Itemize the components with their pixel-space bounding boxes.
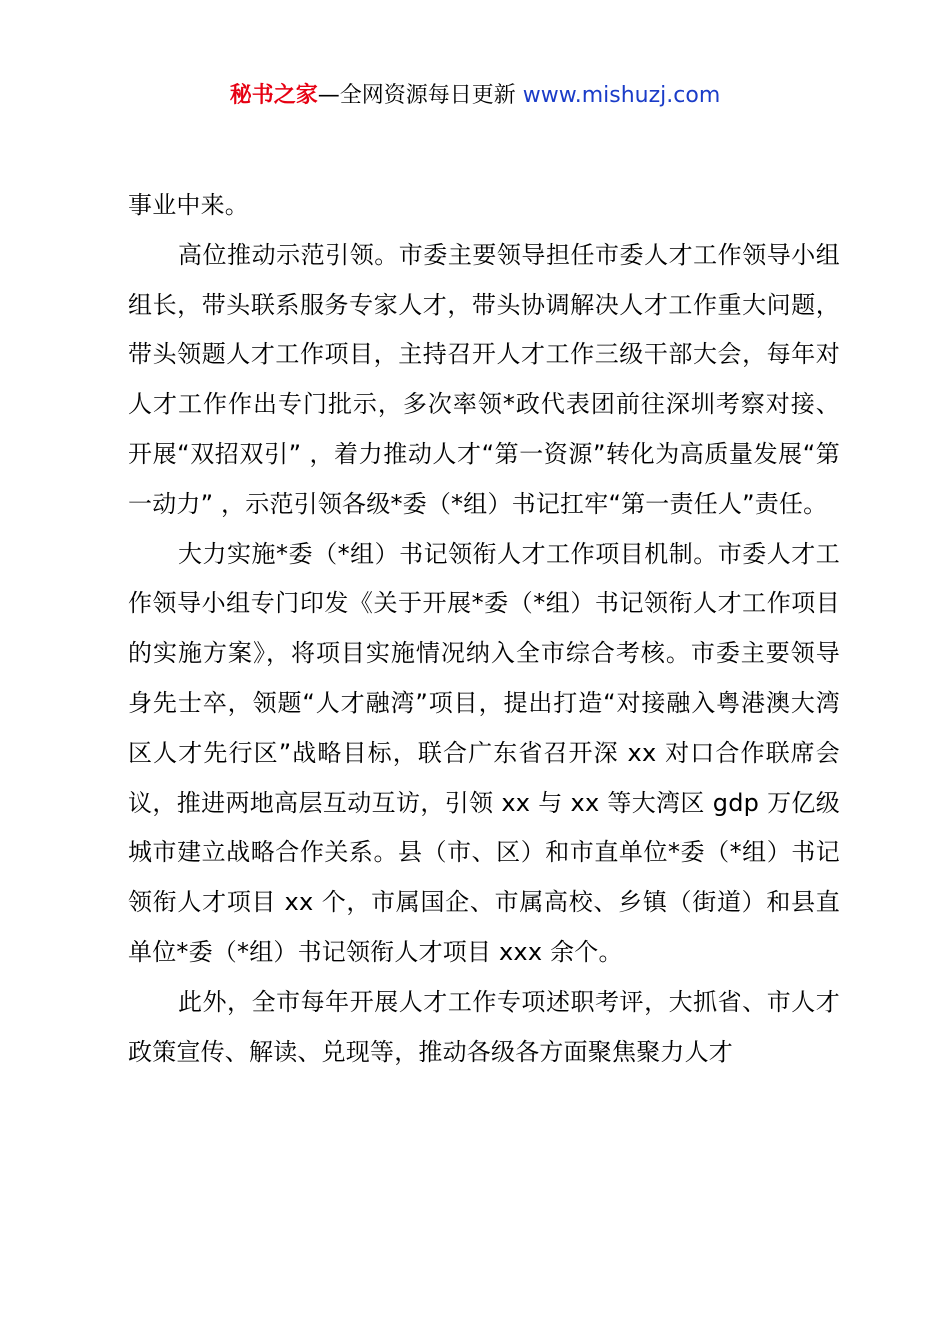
paragraph-high-level-promotion: 高位推动示范引领。市委主要领导担任市委人才工作领导小组组长，带头联系服务专家人才，带头协调解决人才工作重大问题，带头领题人才工作项目，主持召开人才工作三级干部大会，每年对人才工作作出专门批示，多次率领*政代表团前往深圳考察对接、开展“双招双引” ，着力推动人才“第一资源”转化为高质量发展“第一动力” ，示范引领各级*委（*组）书记扛牢“第一责任人”责任。 bbox=[128, 240, 840, 518]
paragraph-secretary-led-projects: 大力实施*委（*组）书记领衔人才工作项目机制。市委人才工作领导小组专门印发《关于开展*委（*组）书记领衔人才工作项目的实施方案》，将项目实施情况纳入全市综合考核。市委主要领导身先士卒，领题“人才融湾”项目，提出打造“对接融入粤港澳大湾区人才先行区”战略目标，联合广东省召开深 xx 对口合作联席会议，推进两地高层互动互访，引领 xx 与 xx 等大湾区 gdp 万亿级城市建立战略合作关系。县（市、区）和市直单位*委（*组）书记领衔人才项目 xx 个，市属国企、市属高校、乡镇（街道）和县直单位*委（*组）书记领衔人才项目 xxx 余个。 bbox=[128, 539, 840, 966]
paragraph-continuation: 事业中来。 bbox=[128, 191, 249, 219]
paragraph-additional-measures: 此外，全市每年开展人才工作专项述职考评，大抓省、市人才政策宣传、解读、兑现等，推动各级各方面聚焦聚力人才 bbox=[128, 987, 840, 1066]
header-brand: 秘书之家 bbox=[229, 83, 318, 108]
page-header bbox=[0, 80, 950, 112]
header-slogan: —全网资源每日更新 bbox=[317, 83, 523, 108]
header-url-link[interactable]: www.mishuzj.com bbox=[522, 83, 721, 108]
document-body bbox=[128, 181, 840, 1077]
